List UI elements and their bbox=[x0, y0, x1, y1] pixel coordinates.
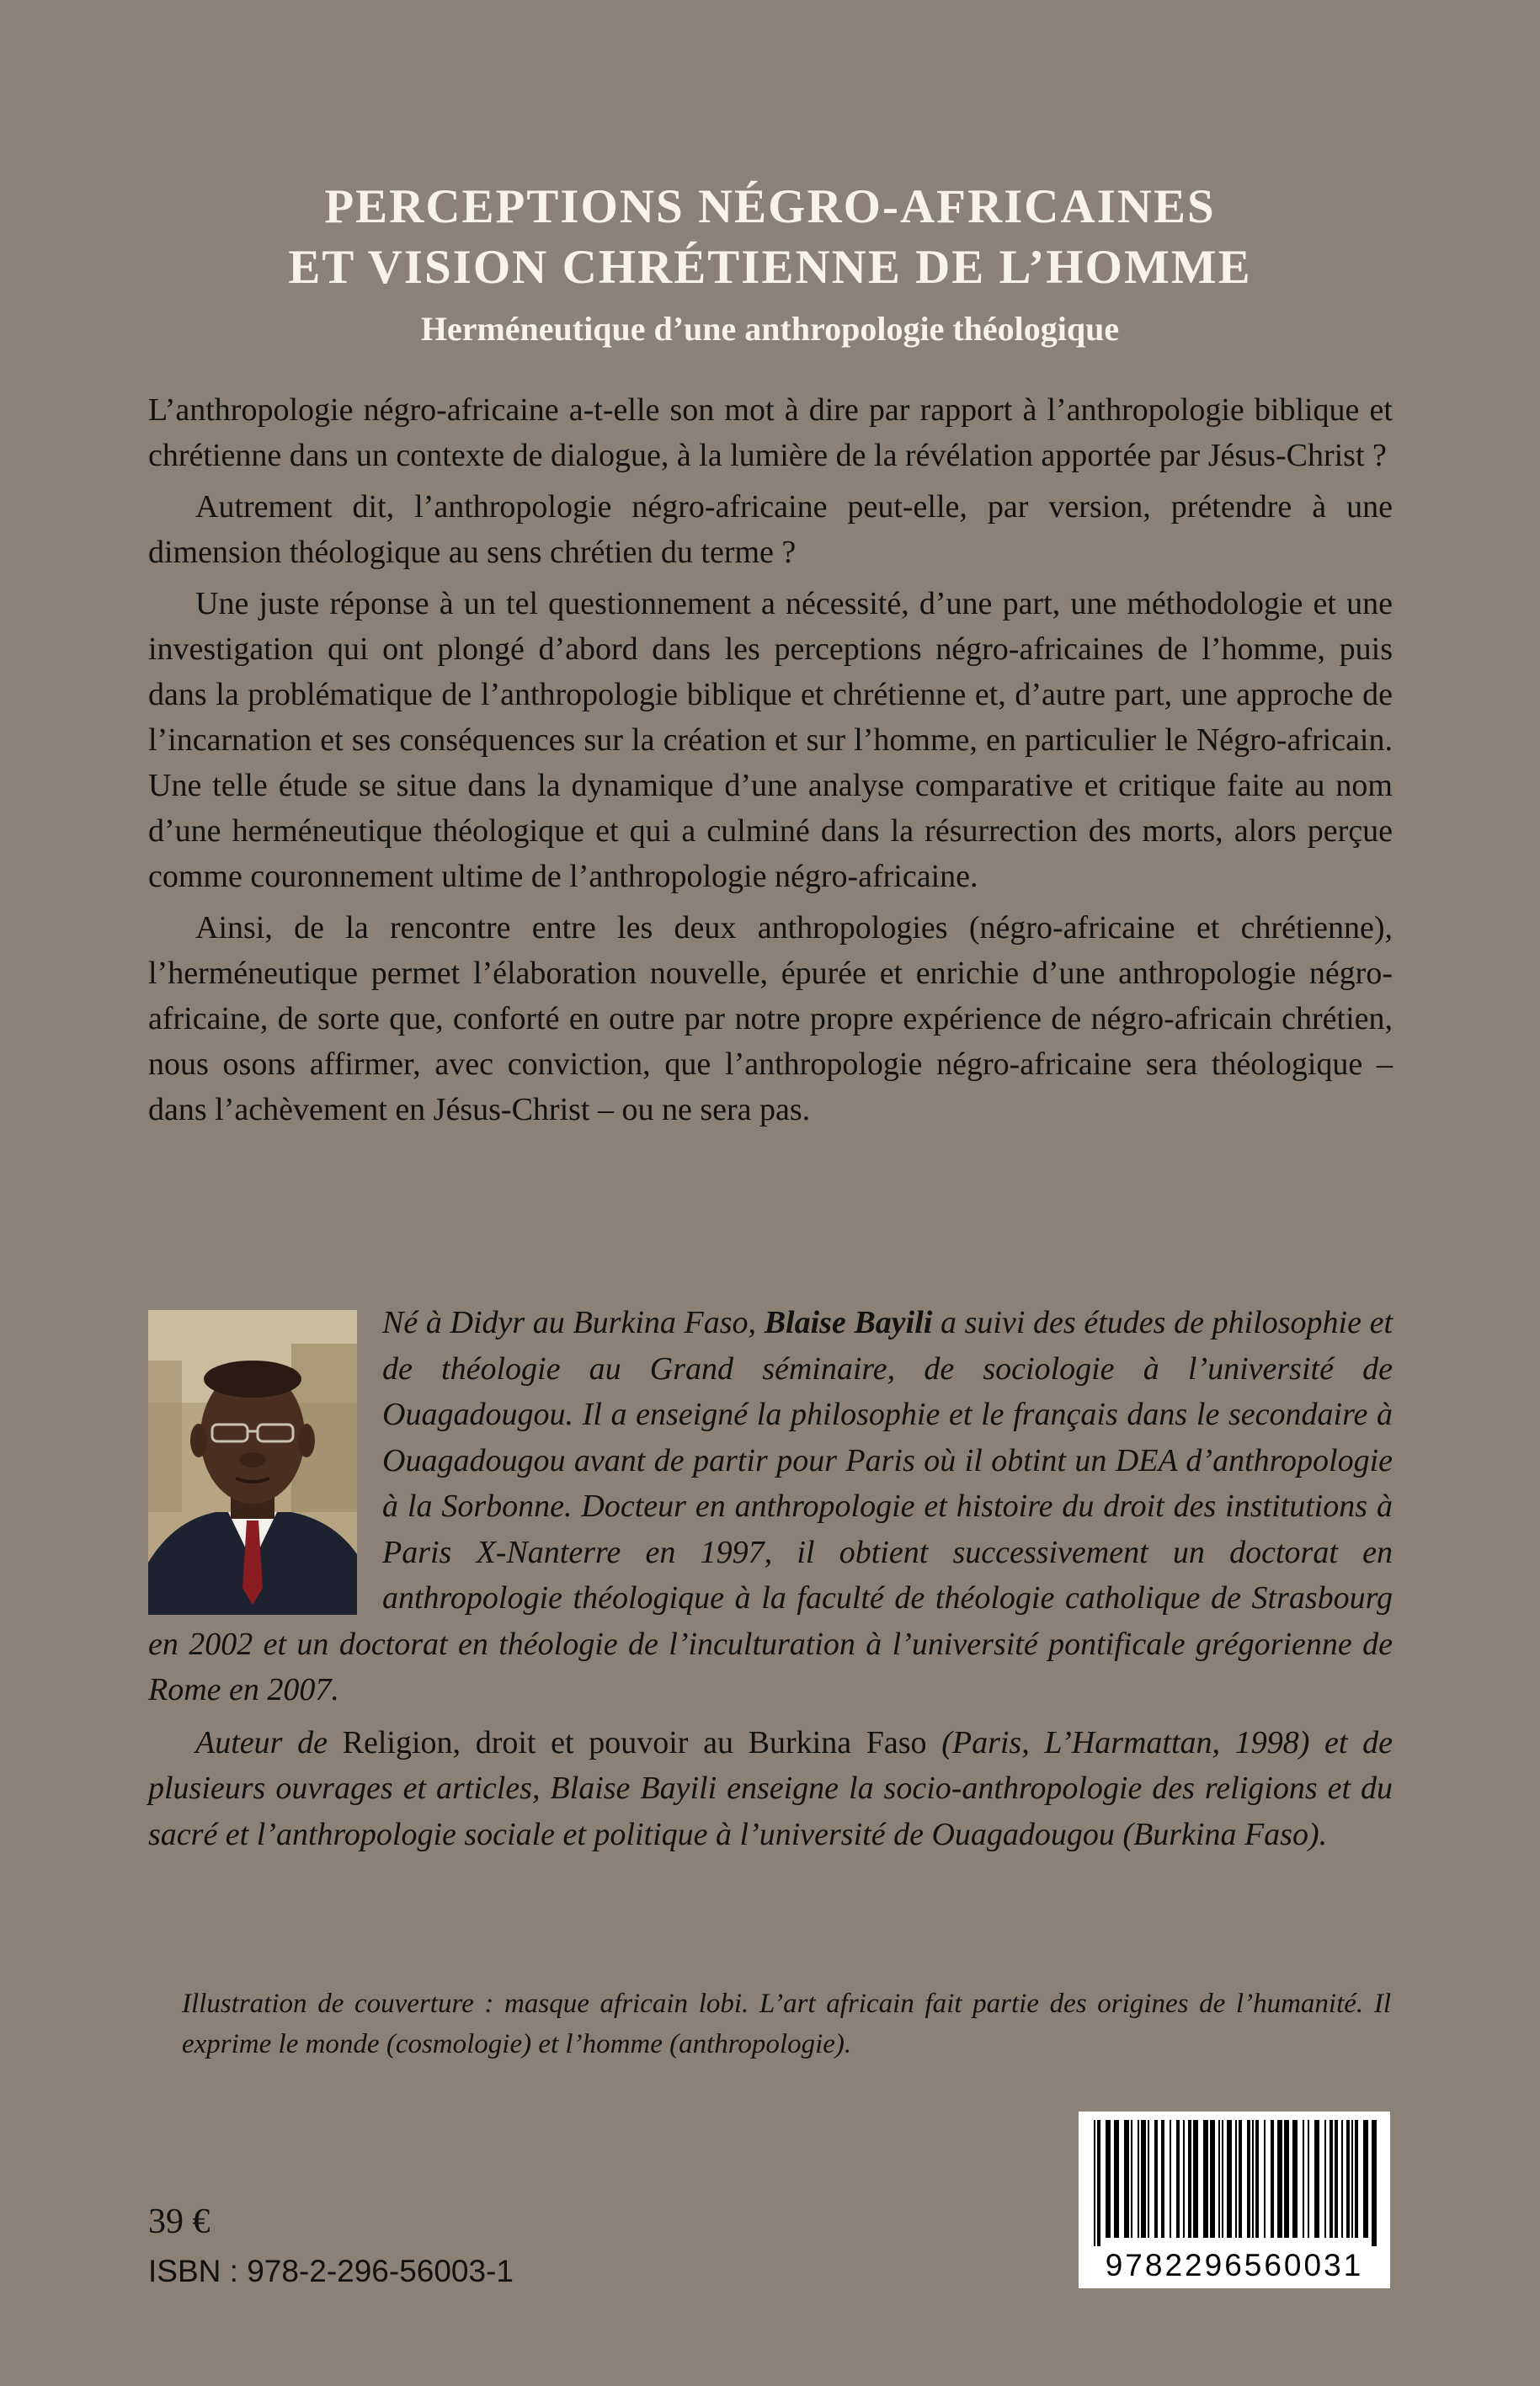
barcode-bar bbox=[1247, 2120, 1250, 2238]
book-subtitle: Herméneutique d’une anthropologie théologique bbox=[420, 310, 1120, 348]
barcode-bar bbox=[1106, 2120, 1111, 2238]
barcode-bar bbox=[1227, 2120, 1232, 2238]
barcode-bar bbox=[1114, 2120, 1119, 2238]
summary-paragraph: Une juste réponse à un tel questionnement a nécessité, d’une part, une méthodologie et une investigation qui ont plongé d’abord dans les perceptions négro-africaines de l’homme, puis dans la problématique de l’anthropologie biblique et chrétienne et, d’autre part, une approche de l’incarnation et ses conséquences sur la création et sur l’homme, en particulier le Négro-africain. Une telle étude se situe dans la dynamique d’une analyse comparative et critique faite au nom d’une herméneutique théologique et qui a culminé dans la résurrection des morts, alors perçue comme couronnement ultime de l’anthropologie négro-africaine. bbox=[148, 586, 1393, 894]
barcode-bar bbox=[1277, 2120, 1282, 2238]
author-bio bbox=[148, 1300, 1393, 1864]
barcode-bar bbox=[1170, 2120, 1171, 2238]
bio-paragraph bbox=[148, 1720, 1393, 1858]
barcode-bar bbox=[1252, 2120, 1254, 2238]
barcode-bar bbox=[1176, 2120, 1180, 2238]
barcode-bar bbox=[1346, 2120, 1350, 2238]
barcode-bar bbox=[1235, 2120, 1237, 2238]
barcode-bar bbox=[1124, 2120, 1129, 2238]
barcode-bars bbox=[1079, 2112, 1390, 2246]
barcode-bar bbox=[1303, 2120, 1304, 2238]
summary-paragraph: Ainsi, de la rencontre entre les deux anthropologies (négro-africaine et chrétienne), l’herméneutique permet l’élaboration nouvelle, épurée et enrichie d’une anthropologie négro-africaine, de sorte que, conforté en outre par notre propre expérience de négro-africain chrétien, nous osons affirmer, avec conviction, que l’anthropologie négro-africaine sera théologique – dans l’achèvement en Jésus-Christ – ou ne sera pas. bbox=[148, 910, 1393, 1127]
barcode-bar bbox=[1210, 2120, 1215, 2238]
summary-paragraph: Autrement dit, l’anthropologie négro-africaine peut-elle, par version, prétendre à une dimension théologique au sens chrétien du terme ? bbox=[148, 489, 1393, 570]
cover-illustration-credit: Illustration de couverture : masque africain lobi. L’art africain fait partie des origines de l’humanité. Il exprime le monde (cosmologie) et l’homme (anthropologie). bbox=[182, 1989, 1391, 2059]
barcode-bar bbox=[1308, 2120, 1309, 2238]
price: 39 € bbox=[148, 2202, 210, 2241]
barcode-bar bbox=[1335, 2120, 1338, 2238]
barcode bbox=[1079, 2112, 1390, 2288]
barcode-bar bbox=[1154, 2120, 1158, 2238]
barcode-bar bbox=[1183, 2120, 1185, 2238]
book-title-line-1: PERCEPTIONS NÉGRO-AFRICAINES bbox=[324, 180, 1216, 233]
cover-header bbox=[0, 177, 1540, 350]
barcode-bar bbox=[1193, 2120, 1198, 2238]
barcode-bar bbox=[1284, 2120, 1289, 2238]
barcode-bar bbox=[1097, 2120, 1100, 2246]
barcode-bar bbox=[1141, 2120, 1146, 2238]
book-title bbox=[0, 177, 1540, 298]
author-name: Blaise Bayili bbox=[764, 1305, 933, 1340]
bio-text: Né à Didyr au Burkina Faso, bbox=[382, 1305, 765, 1340]
author-portrait-image bbox=[148, 1310, 357, 1615]
barcode-bar bbox=[1292, 2120, 1298, 2238]
bio-text: Auteur de bbox=[195, 1724, 343, 1760]
barcode-bar bbox=[1131, 2120, 1132, 2238]
barcode-bar bbox=[1341, 2120, 1343, 2238]
book-title-line-2: ET VISION CHRÉTIENNE DE L’HOMME bbox=[288, 241, 1252, 294]
barcode-bar bbox=[1218, 2120, 1220, 2238]
barcode-bar bbox=[1255, 2120, 1259, 2238]
barcode-bar bbox=[1094, 2120, 1095, 2246]
barcode-bar bbox=[1138, 2120, 1139, 2238]
summary-text bbox=[148, 387, 1393, 1138]
barcode-bar bbox=[1314, 2120, 1319, 2238]
bio-text: a suivi des études de philosophie et de théologie au Grand séminaire, de sociologie à l’université de Ouagadougou. Il a enseigné la philosophie et le français dans le secondaire à Ouagadougou avant de partir pour Paris où il obtint un DEA d’anthropologie à la Sorbonne. Docteur en anthropologie et histoire du droit des institutions à Paris X-Nanterre en 1997, il obtient successivement un doctorat en anthropologie théologique à la faculté de théologie catholique de Strasbourg en 2002 et un doctorat en théologie de l’inculturation à l’université pontificale grégorienne de Rome en 2007. bbox=[148, 1305, 1393, 1707]
barcode-bar bbox=[1239, 2120, 1242, 2238]
barcode-bar bbox=[1203, 2120, 1208, 2238]
barcode-bar bbox=[1363, 2120, 1368, 2238]
barcode-bar bbox=[1324, 2120, 1326, 2238]
barcode-bar bbox=[1355, 2120, 1358, 2238]
summary-paragraph: L’anthropologie négro-africaine a-t-elle son mot à dire par rapport à l’anthropologie biblique et chrétienne dans un contexte de dialogue, à la lumière de la révélation apportée par Jésus-Christ ? bbox=[148, 392, 1393, 473]
barcode-bar bbox=[1372, 2120, 1377, 2246]
barcode-bar bbox=[1188, 2120, 1191, 2238]
bio-text: (Paris, L’Harmattan, 1998) et de plusieurs ouvrages et articles, Blaise Bayili enseigne la socio-anthropologie des religions et du sacré et l’anthropologie sociale et politique à l’université de Ouagadougou (Burkina Faso). bbox=[148, 1724, 1393, 1852]
barcode-bar bbox=[1222, 2120, 1223, 2238]
author-photo bbox=[148, 1310, 357, 1615]
barcode-bar bbox=[1264, 2120, 1266, 2238]
barcode-bar bbox=[1351, 2120, 1353, 2238]
barcode-bar bbox=[1148, 2120, 1149, 2238]
barcode-bar bbox=[1330, 2120, 1333, 2238]
barcode-bar bbox=[1161, 2120, 1164, 2238]
barcode-bar bbox=[1271, 2120, 1274, 2238]
barcode-digits: 9782296560031 bbox=[1105, 2248, 1364, 2282]
cited-book-title: Religion, droit et pouvoir au Burkina Faso bbox=[342, 1724, 927, 1760]
isbn: ISBN : 978-2-296-56003-1 bbox=[148, 2254, 514, 2288]
